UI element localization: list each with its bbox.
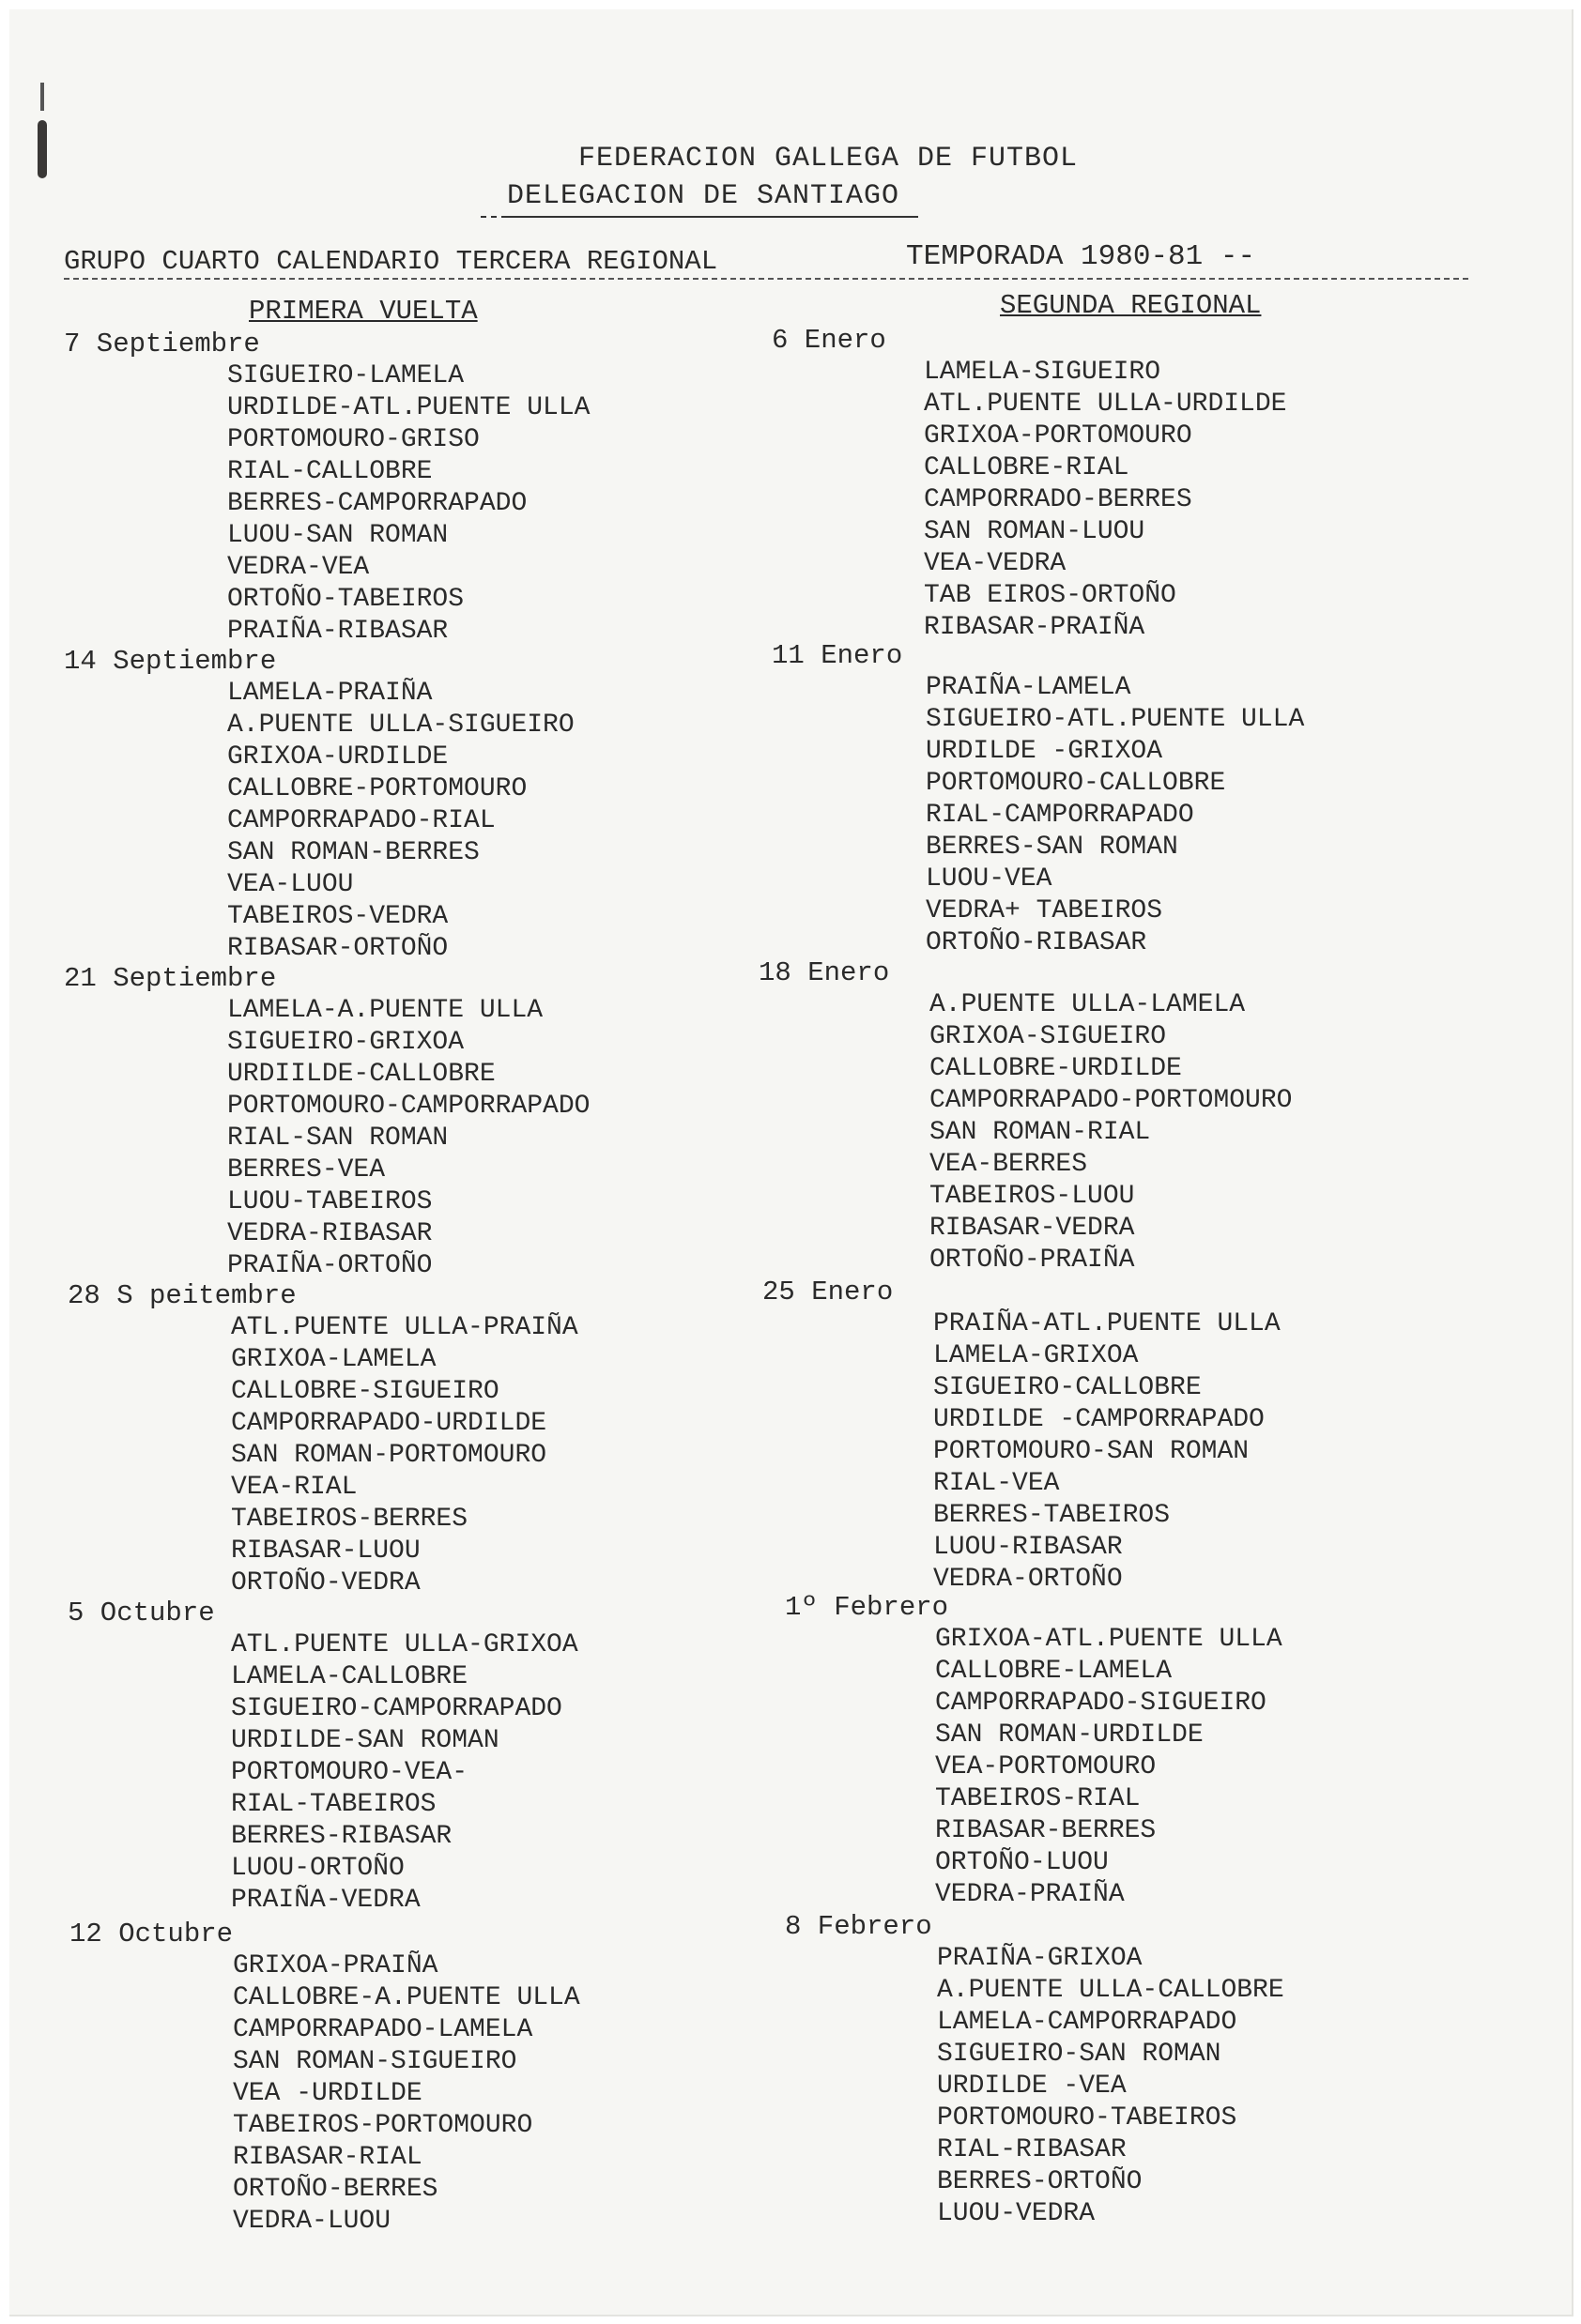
round-block (68, 1598, 578, 1917)
match: RIAL-VEA (933, 1469, 1060, 1498)
match: SAN ROMAN-RIAL (929, 1118, 1151, 1147)
delegation-title: DELEGACION DE SANTIAGO (507, 180, 918, 218)
match: SIGUEIRO-LAMELA (227, 361, 465, 390)
match: GRIXOA-PORTOMOURO (924, 421, 1192, 451)
match: A.PUENTE ULLA-LAMELA (929, 990, 1246, 1019)
match: GRIXOA-URDILDE (227, 742, 449, 772)
match: LAMELA-CAMPORRAPADO (937, 2008, 1237, 2037)
match: LUOU-VEA (926, 864, 1052, 894)
match: PORTOMOURO-GRISO (227, 425, 480, 454)
match: RIBASAR-BERRES (935, 1816, 1157, 1845)
match: BERRES-RIBASAR (231, 1822, 453, 1851)
match: ORTOÑO-VEDRA (231, 1568, 421, 1598)
match: LUOU-SAN ROMAN (227, 521, 449, 550)
match: SIGUEIRO-CAMPORRAPADO (231, 1694, 562, 1723)
match: URDIILDE-CALLOBRE (227, 1060, 496, 1089)
round-block (785, 1592, 1282, 1911)
match: SIGUEIRO-CALLOBRE (933, 1373, 1202, 1402)
match: CAMPORRAPADO-LAMELA (233, 2015, 533, 2044)
match: ATL.PUENTE ULLA-PRAIÑA (231, 1313, 578, 1342)
match: SAN ROMAN-PORTOMOURO (231, 1441, 547, 1470)
match: BERRES-TABEIROS (933, 1501, 1171, 1530)
match: ORTOÑO-PRAIÑA (929, 1246, 1135, 1275)
match: PRAIÑA-VEDRA (231, 1886, 421, 1915)
match: CAMPORRAPADO-SIGUEIRO (935, 1689, 1266, 1718)
round-date: 7 Septiembre (64, 329, 260, 359)
match: CAMPORRAPADO-RIAL (227, 806, 496, 835)
round-block (64, 963, 590, 1282)
match: A.PUENTE ULLA-SIGUEIRO (227, 711, 575, 740)
match: PRAIÑA-GRIXOA (937, 1944, 1143, 1973)
match: ATL.PUENTE ULLA-URDILDE (924, 390, 1287, 419)
match: VEA-RIAL (231, 1473, 358, 1502)
match: TAB EIROS-ORTOÑO (924, 581, 1176, 610)
round-block (68, 1280, 578, 1599)
match: RIAL-CALLOBRE (227, 457, 433, 486)
match: SAN ROMAN-SIGUEIRO (233, 2047, 517, 2076)
match: PRAIÑA-LAMELA (926, 673, 1131, 702)
match: PRAIÑA-ORTOÑO (227, 1251, 433, 1280)
match: ORTOÑO-LUOU (935, 1848, 1109, 1877)
round-date: 25 Enero (762, 1277, 894, 1307)
match: PORTOMOURO-TABEIROS (937, 2103, 1237, 2133)
match: VEA-VEDRA (924, 549, 1067, 578)
match: VEDRA+ TABEIROS (926, 896, 1163, 925)
match: VEDRA-VEA (227, 553, 370, 582)
match: TABEIROS-VEDRA (227, 902, 449, 931)
match: SAN ROMAN-URDILDE (935, 1720, 1204, 1750)
match: URDILDE -VEA (937, 2072, 1127, 2101)
round-date: 28 S peitembre (68, 1280, 297, 1311)
match: A.PUENTE ULLA-CALLOBRE (937, 1976, 1284, 2005)
match: GRIXOA-ATL.PUENTE ULLA (935, 1625, 1282, 1654)
match: VEDRA-LUOU (233, 2207, 391, 2236)
round-date: 12 Octubre (69, 1919, 234, 1949)
match: ATL.PUENTE ULLA-GRIXOA (231, 1630, 578, 1659)
match: TABEIROS-PORTOMOURO (233, 2111, 533, 2140)
match: PORTOMOURO-CALLOBRE (926, 769, 1226, 798)
round-block (772, 640, 1304, 959)
round-date: 1º Febrero (785, 1592, 949, 1623)
match: VEDRA-PRAIÑA (935, 1880, 1125, 1909)
match: ORTOÑO-BERRES (233, 2175, 438, 2204)
round-block (772, 325, 1286, 644)
match: VEA -URDILDE (233, 2079, 422, 2108)
match: RIAL-TABEIROS (231, 1790, 437, 1819)
match: RIAL-SAN ROMAN (227, 1124, 449, 1153)
first-round-title: PRIMERA VUELTA (249, 296, 478, 327)
match: LAMELA-A.PUENTE ULLA (227, 996, 544, 1025)
season-title: TEMPORADA 1980-81 -- (906, 240, 1256, 273)
match: PRAIÑA-ATL.PUENTE ULLA (933, 1309, 1281, 1338)
match: VEA-LUOU (227, 870, 354, 899)
match: LAMELA-PRAIÑA (227, 679, 433, 708)
round-block (762, 1277, 1281, 1596)
match: LAMELA-SIGUEIRO (924, 358, 1161, 387)
round-block (785, 1911, 1284, 2230)
second-column-title: SEGUNDA REGIONAL (1000, 290, 1262, 321)
match: SIGUEIRO-GRIXOA (227, 1028, 465, 1057)
round-block (64, 329, 590, 648)
match: VEA-PORTOMOURO (935, 1752, 1157, 1781)
match: LAMELA-GRIXOA (933, 1341, 1139, 1370)
match: GRIXOA-SIGUEIRO (929, 1022, 1167, 1051)
round-block (64, 646, 575, 965)
round-date: 6 Enero (772, 325, 886, 356)
match: PRAIÑA-RIBASAR (227, 617, 449, 646)
match: VEDRA-ORTOÑO (933, 1565, 1123, 1594)
match: RIBASAR-ORTOÑO (227, 934, 449, 963)
match: CALLOBRE-LAMELA (935, 1657, 1173, 1686)
round-block (69, 1919, 580, 2238)
round-date: 21 Septiembre (64, 963, 277, 994)
match: URDILDE-ATL.PUENTE ULLA (227, 393, 591, 422)
match: LUOU-VEDRA (937, 2199, 1096, 2228)
match: RIBASAR-VEDRA (929, 1214, 1135, 1243)
match: URDILDE -GRIXOA (926, 737, 1163, 766)
match: TABEIROS-RIAL (935, 1784, 1141, 1813)
match: BERRES-VEA (227, 1155, 386, 1185)
federation-title: FEDERACION GALLEGA DE FUTBOL (577, 143, 1079, 175)
round-date: 14 Septiembre (64, 646, 277, 677)
match: RIAL-CAMPORRAPADO (926, 801, 1194, 830)
match: CALLOBRE-URDILDE (929, 1054, 1182, 1083)
group-calendar-title: GRUPO CUARTO CALENDARIO TERCERA REGIONAL (64, 246, 718, 277)
match: VEA-BERRES (929, 1150, 1088, 1179)
match: RIAL-RIBASAR (937, 2135, 1127, 2164)
match: CALLOBRE-A.PUENTE ULLA (233, 1983, 580, 2012)
header-rule (64, 278, 1468, 280)
match: VEDRA-RIBASAR (227, 1219, 433, 1248)
match: GRIXOA-PRAIÑA (233, 1951, 438, 1980)
match: CAMPORRAPADO-URDILDE (231, 1409, 547, 1438)
match: ORTOÑO-TABEIROS (227, 585, 465, 614)
match: URDILDE -CAMPORRAPADO (933, 1405, 1265, 1434)
match: GRIXOA-LAMELA (231, 1345, 437, 1374)
match: SAN ROMAN-LUOU (924, 517, 1145, 546)
match: CALLOBRE-RIAL (924, 453, 1129, 482)
match: RIBASAR-LUOU (231, 1537, 421, 1566)
match: CALLOBRE-SIGUEIRO (231, 1377, 499, 1406)
match: TABEIROS-BERRES (231, 1505, 468, 1534)
round-date: 18 Enero (759, 957, 890, 988)
round-date: 8 Febrero (785, 1911, 932, 1942)
round-date: 11 Enero (772, 640, 903, 671)
match: SAN ROMAN-BERRES (227, 838, 480, 867)
match: PORTOMOURO-CAMPORRAPADO (227, 1092, 591, 1121)
match: BERRES-ORTOÑO (937, 2167, 1143, 2196)
match: ORTOÑO-RIBASAR (926, 928, 1147, 957)
round-block (759, 957, 1292, 1277)
match: RIBASAR-RIAL (233, 2143, 422, 2172)
match: BERRES-CAMPORRAPADO (227, 489, 528, 518)
match: CALLOBRE-PORTOMOURO (227, 774, 528, 803)
match: RIBASAR-PRAIÑA (924, 613, 1145, 642)
round-date: 5 Octubre (68, 1598, 215, 1628)
match: TABEIROS-LUOU (929, 1182, 1135, 1211)
match: CAMPORRAPADO-PORTOMOURO (929, 1086, 1293, 1115)
match: LAMELA-CALLOBRE (231, 1662, 468, 1691)
match: SIGUEIRO-SAN ROMAN (937, 2040, 1221, 2069)
match: PORTOMOURO-VEA- (231, 1758, 468, 1787)
match: LUOU-ORTOÑO (231, 1854, 405, 1883)
match: BERRES-SAN ROMAN (926, 833, 1178, 862)
match: SIGUEIRO-ATL.PUENTE ULLA (926, 705, 1305, 734)
match: URDILDE-SAN ROMAN (231, 1726, 499, 1755)
match: CAMPORRADO-BERRES (924, 485, 1192, 514)
match: LUOU-RIBASAR (933, 1533, 1123, 1562)
match: PORTOMOURO-SAN ROMAN (933, 1437, 1250, 1466)
match: LUOU-TABEIROS (227, 1187, 433, 1216)
